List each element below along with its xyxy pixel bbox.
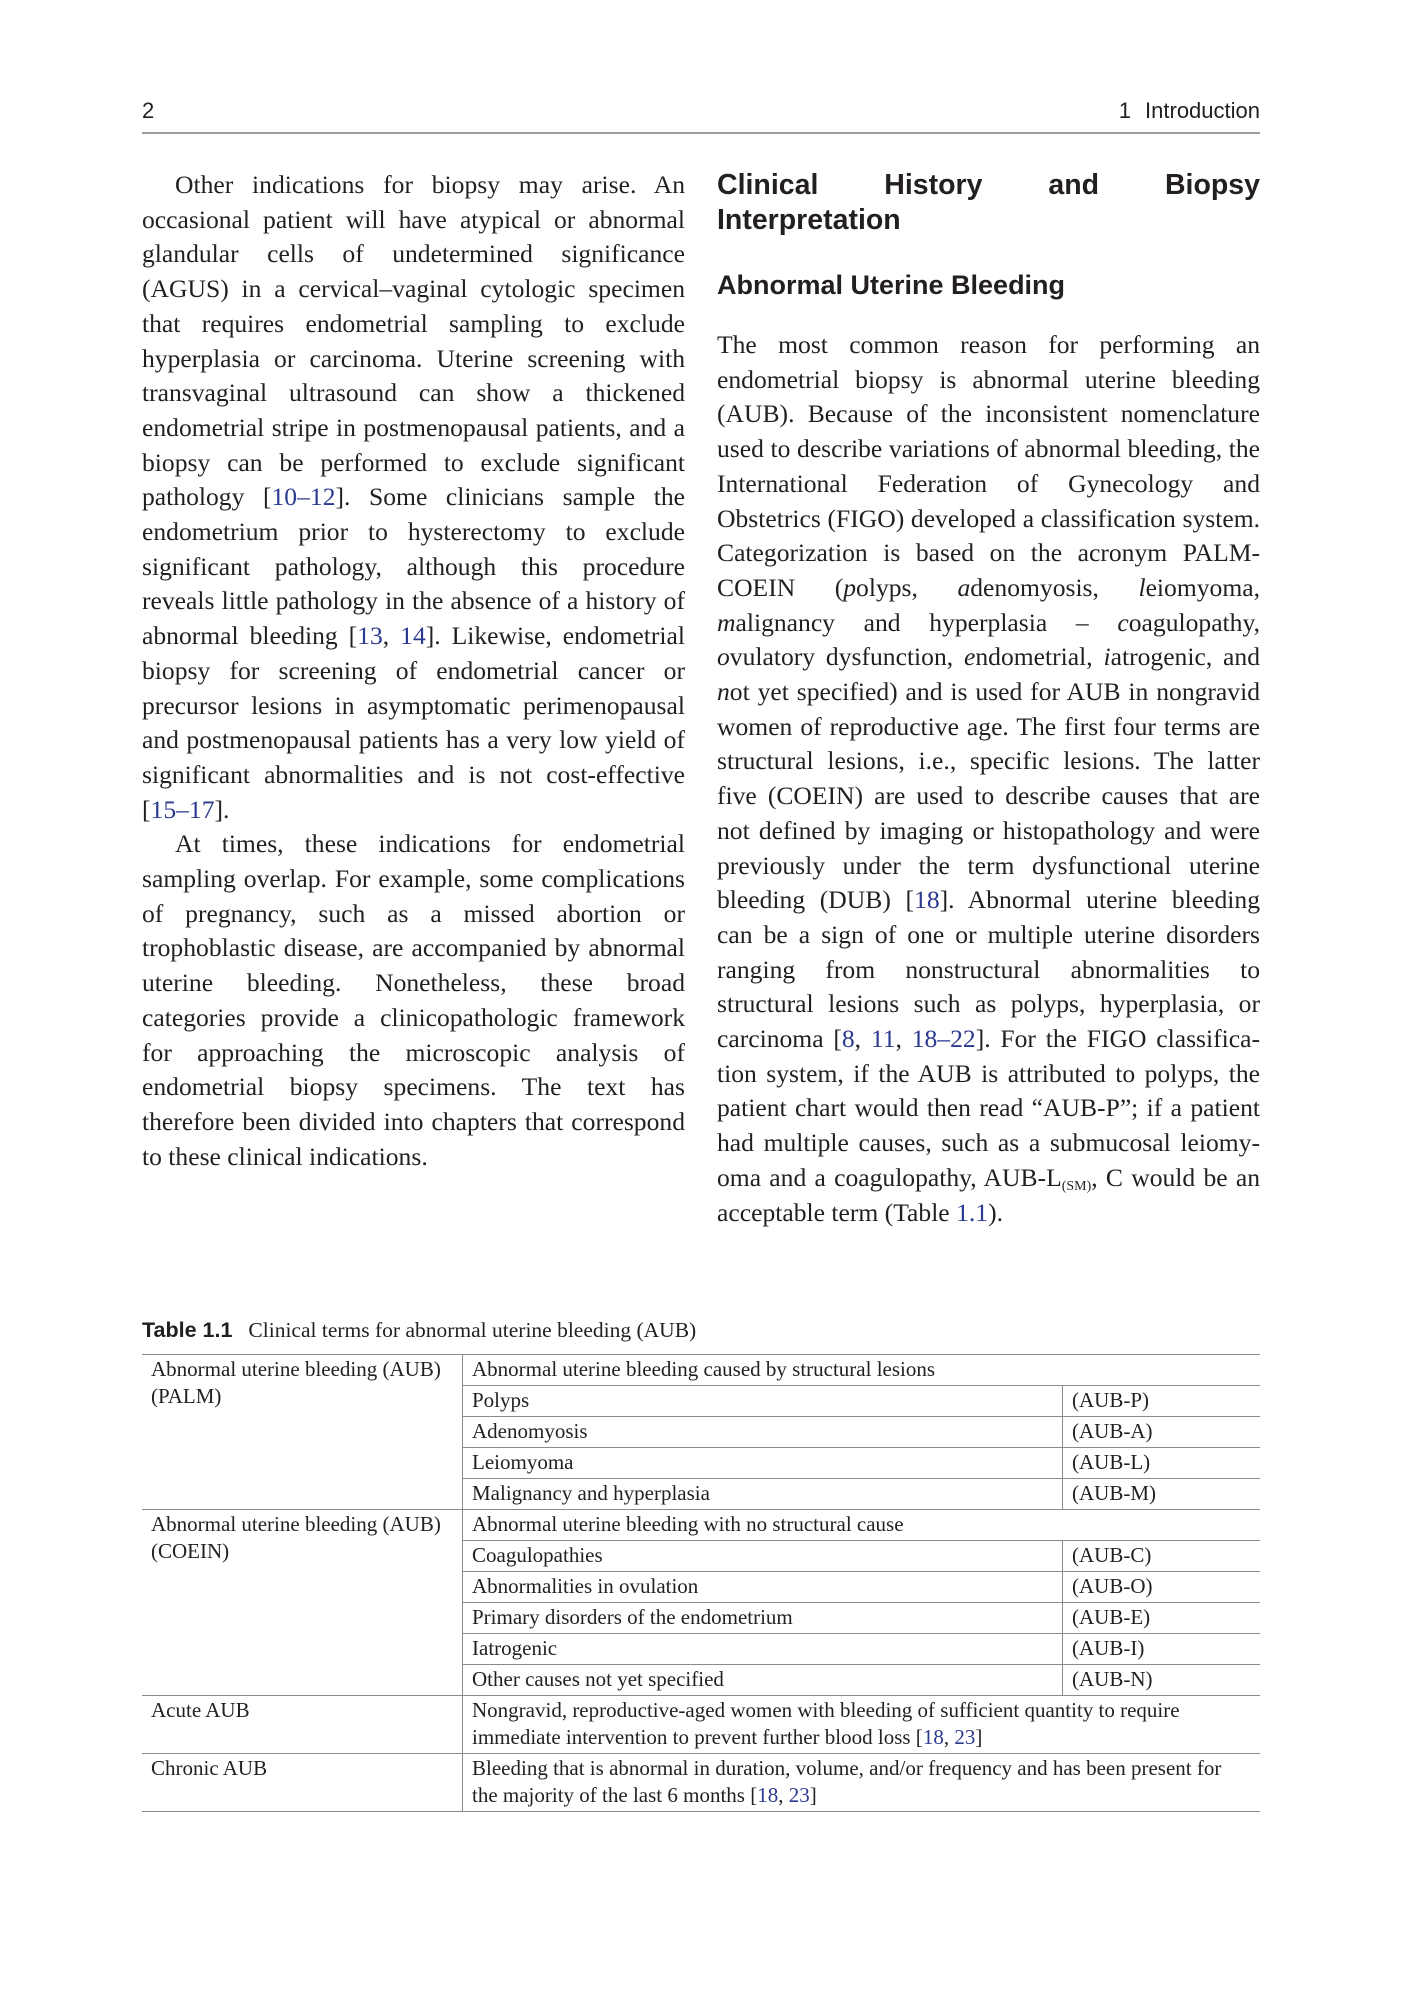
- subheader-cell: Abnormal uterine bleeding with no structural cause: [463, 1510, 1261, 1541]
- definition-cell: Bleeding that is abnormal in duration, volume, and/or frequency and has been present for the majority of the last 6 months [18, 23]: [463, 1754, 1261, 1812]
- table-caption: [142, 1318, 696, 1343]
- page-number: 2: [142, 98, 155, 123]
- definition-cell: Nongravid, reproductive-aged women with bleeding of sufficient quantity to require immediate intervention to prevent further blood loss [18, 23]: [463, 1696, 1261, 1754]
- table-row: [142, 1510, 1260, 1541]
- subheader-cell: Abnormal uterine bleeding caused by structural lesions: [463, 1355, 1261, 1386]
- chapter-title: Introduction: [1145, 98, 1260, 123]
- code-cell: (AUB-M): [1063, 1479, 1261, 1510]
- citation-link[interactable]: 23: [788, 1783, 810, 1807]
- citation-link[interactable]: 13: [357, 621, 383, 651]
- citation-link[interactable]: 23: [954, 1725, 976, 1749]
- term-cell: Leiomyoma: [463, 1448, 1063, 1479]
- term-cell: Polyps: [463, 1386, 1063, 1417]
- paragraph-overlap: At times, these indications for endometrial sampling overlap. For example, some complications of pregnancy, such as a missed abortion or trophoblastic disease, are accompanied by abnormal uterine bleeding. Nonetheless, these broad categories provide a clinicopathologic framework for approaching the microscopic analysis of endometrial biopsy specimens. The text has therefore been divided into chapters that correspond to these clinical indications.: [142, 829, 685, 1171]
- term-cell: Iatrogenic: [463, 1634, 1063, 1665]
- paragraph-aub: The most common reason for performing an endometrial biopsy is abnormal uterine bleeding (AUB). Because of the inconsistent nomenclature used to describe variations of abnormal bleeding, the International Federation of Gynecology and Obstetrics (FIGO) developed a classification system. Categorization is based on the acronym PALM-COEIN (polyps, adenomyosis, leiomyoma, malignancy and hyperplasia – coagulopathy, ovulatory dysfunction, endometrial, iatrogenic, and not yet specified) and is used for AUB in nongravid women of reproductive age. The first four terms are structural lesions, i.e., specific lesions. The latter five (COEIN) are used to describe causes that are not defined by imaging or histopathology and were previously under the term dysfunctional uterine bleeding (DUB) [18]. Abnormal uterine bleeding can be a sign of one or multiple uterine disorders ranging from nonstructural abnormalities to structural lesions such as polyps, hyperplasia, or carcinoma [8, 11, 18–22]. For the FIGO classification system, if the AUB is attributed to polyps, the patient chart would then read “AUB-P”; if a patient had multiple causes, such as a submucosal leiomyoma and a coagulopathy, AUB-$L_{(SM)}$, C would be an acceptable term (Table 1.1).: [717, 330, 1261, 1227]
- citation-link[interactable]: 8: [841, 1024, 855, 1054]
- table-row: [142, 1754, 1260, 1812]
- term-cell: Acute AUB: [142, 1696, 463, 1754]
- code-cell: (AUB-I): [1063, 1634, 1261, 1665]
- code-cell: (AUB-C): [1063, 1541, 1261, 1572]
- citation-link[interactable]: 15–17: [150, 794, 215, 824]
- chapter-label: [1119, 98, 1260, 124]
- table-row: [142, 1355, 1260, 1386]
- term-cell: Chronic AUB: [142, 1754, 463, 1812]
- paragraph-biopsy-indications: Other indications for biopsy may arise. An occasional patient will have atypical or abnormal glandular cells of undetermined significance (AGUS) in a cervical–vaginal cytologic specimen that requires endometrial sampling to exclude hyperplasia or carcinoma. Uterine screening with transvaginal ultrasound can show a thickened endometrial stripe in postmenopausal patients, and a biopsy can be performed to exclude significant pathology [10–12]. Some clinicians sample the endometrium prior to hysterectomy to exclude significant pathology, although this procedure reveals little pathology in the absence of a history of abnormal bleeding [13, 14]. Likewise, endometrial biopsy for screening of endometrial cancer or precursor lesions in asymptomatic perimenopausal and postmenopausal patients has a very low yield of significant abnormalities and is not cost-effective [15–17].: [142, 170, 685, 824]
- code-cell: (AUB-E): [1063, 1603, 1261, 1634]
- code-cell: (AUB-N): [1063, 1665, 1261, 1696]
- right-column: [717, 168, 1260, 1230]
- table-label: Table 1.1: [142, 1318, 233, 1342]
- chapter-number: 1: [1118, 98, 1132, 123]
- left-column: [142, 168, 685, 1174]
- table-row: [142, 1696, 1260, 1754]
- citation-link[interactable]: 18: [757, 1783, 779, 1807]
- term-cell: Other causes not yet specified: [463, 1665, 1063, 1696]
- term-cell: Abnormalities in ovulation: [463, 1572, 1063, 1603]
- aub-table: [142, 1354, 1260, 1812]
- term-cell: Adenomyosis: [463, 1417, 1063, 1448]
- citation-link[interactable]: 10–12: [271, 482, 336, 512]
- term-cell: Primary disorders of the endometrium: [463, 1603, 1063, 1634]
- citation-link[interactable]: 18: [914, 885, 940, 915]
- citation-link[interactable]: 11: [870, 1024, 896, 1054]
- citation-link[interactable]: 18: [922, 1725, 944, 1749]
- table-caption-text: Clinical terms for abnormal uterine bleeding (AUB): [248, 1318, 697, 1342]
- section-heading: Clinical History and Biopsy Interpretation: [717, 169, 1260, 236]
- code-cell: (AUB-A): [1063, 1417, 1261, 1448]
- group-cell: Abnormal uterine bleeding (AUB) (COEIN): [142, 1510, 463, 1696]
- code-cell: (AUB-L): [1063, 1448, 1261, 1479]
- running-header: [142, 96, 1260, 134]
- group-cell: Abnormal uterine bleeding (AUB) (PALM): [142, 1355, 463, 1510]
- code-cell: (AUB-O): [1063, 1572, 1261, 1603]
- citation-link[interactable]: 18–22: [911, 1024, 976, 1054]
- citation-link[interactable]: 14: [400, 621, 426, 651]
- term-cell: Coagulopathies: [463, 1541, 1063, 1572]
- table-link[interactable]: 1.1: [956, 1197, 989, 1227]
- subsection-heading: Abnormal Uterine Bleeding: [717, 270, 1066, 300]
- term-cell: Malignancy and hyperplasia: [463, 1479, 1063, 1510]
- code-cell: (AUB-P): [1063, 1386, 1261, 1417]
